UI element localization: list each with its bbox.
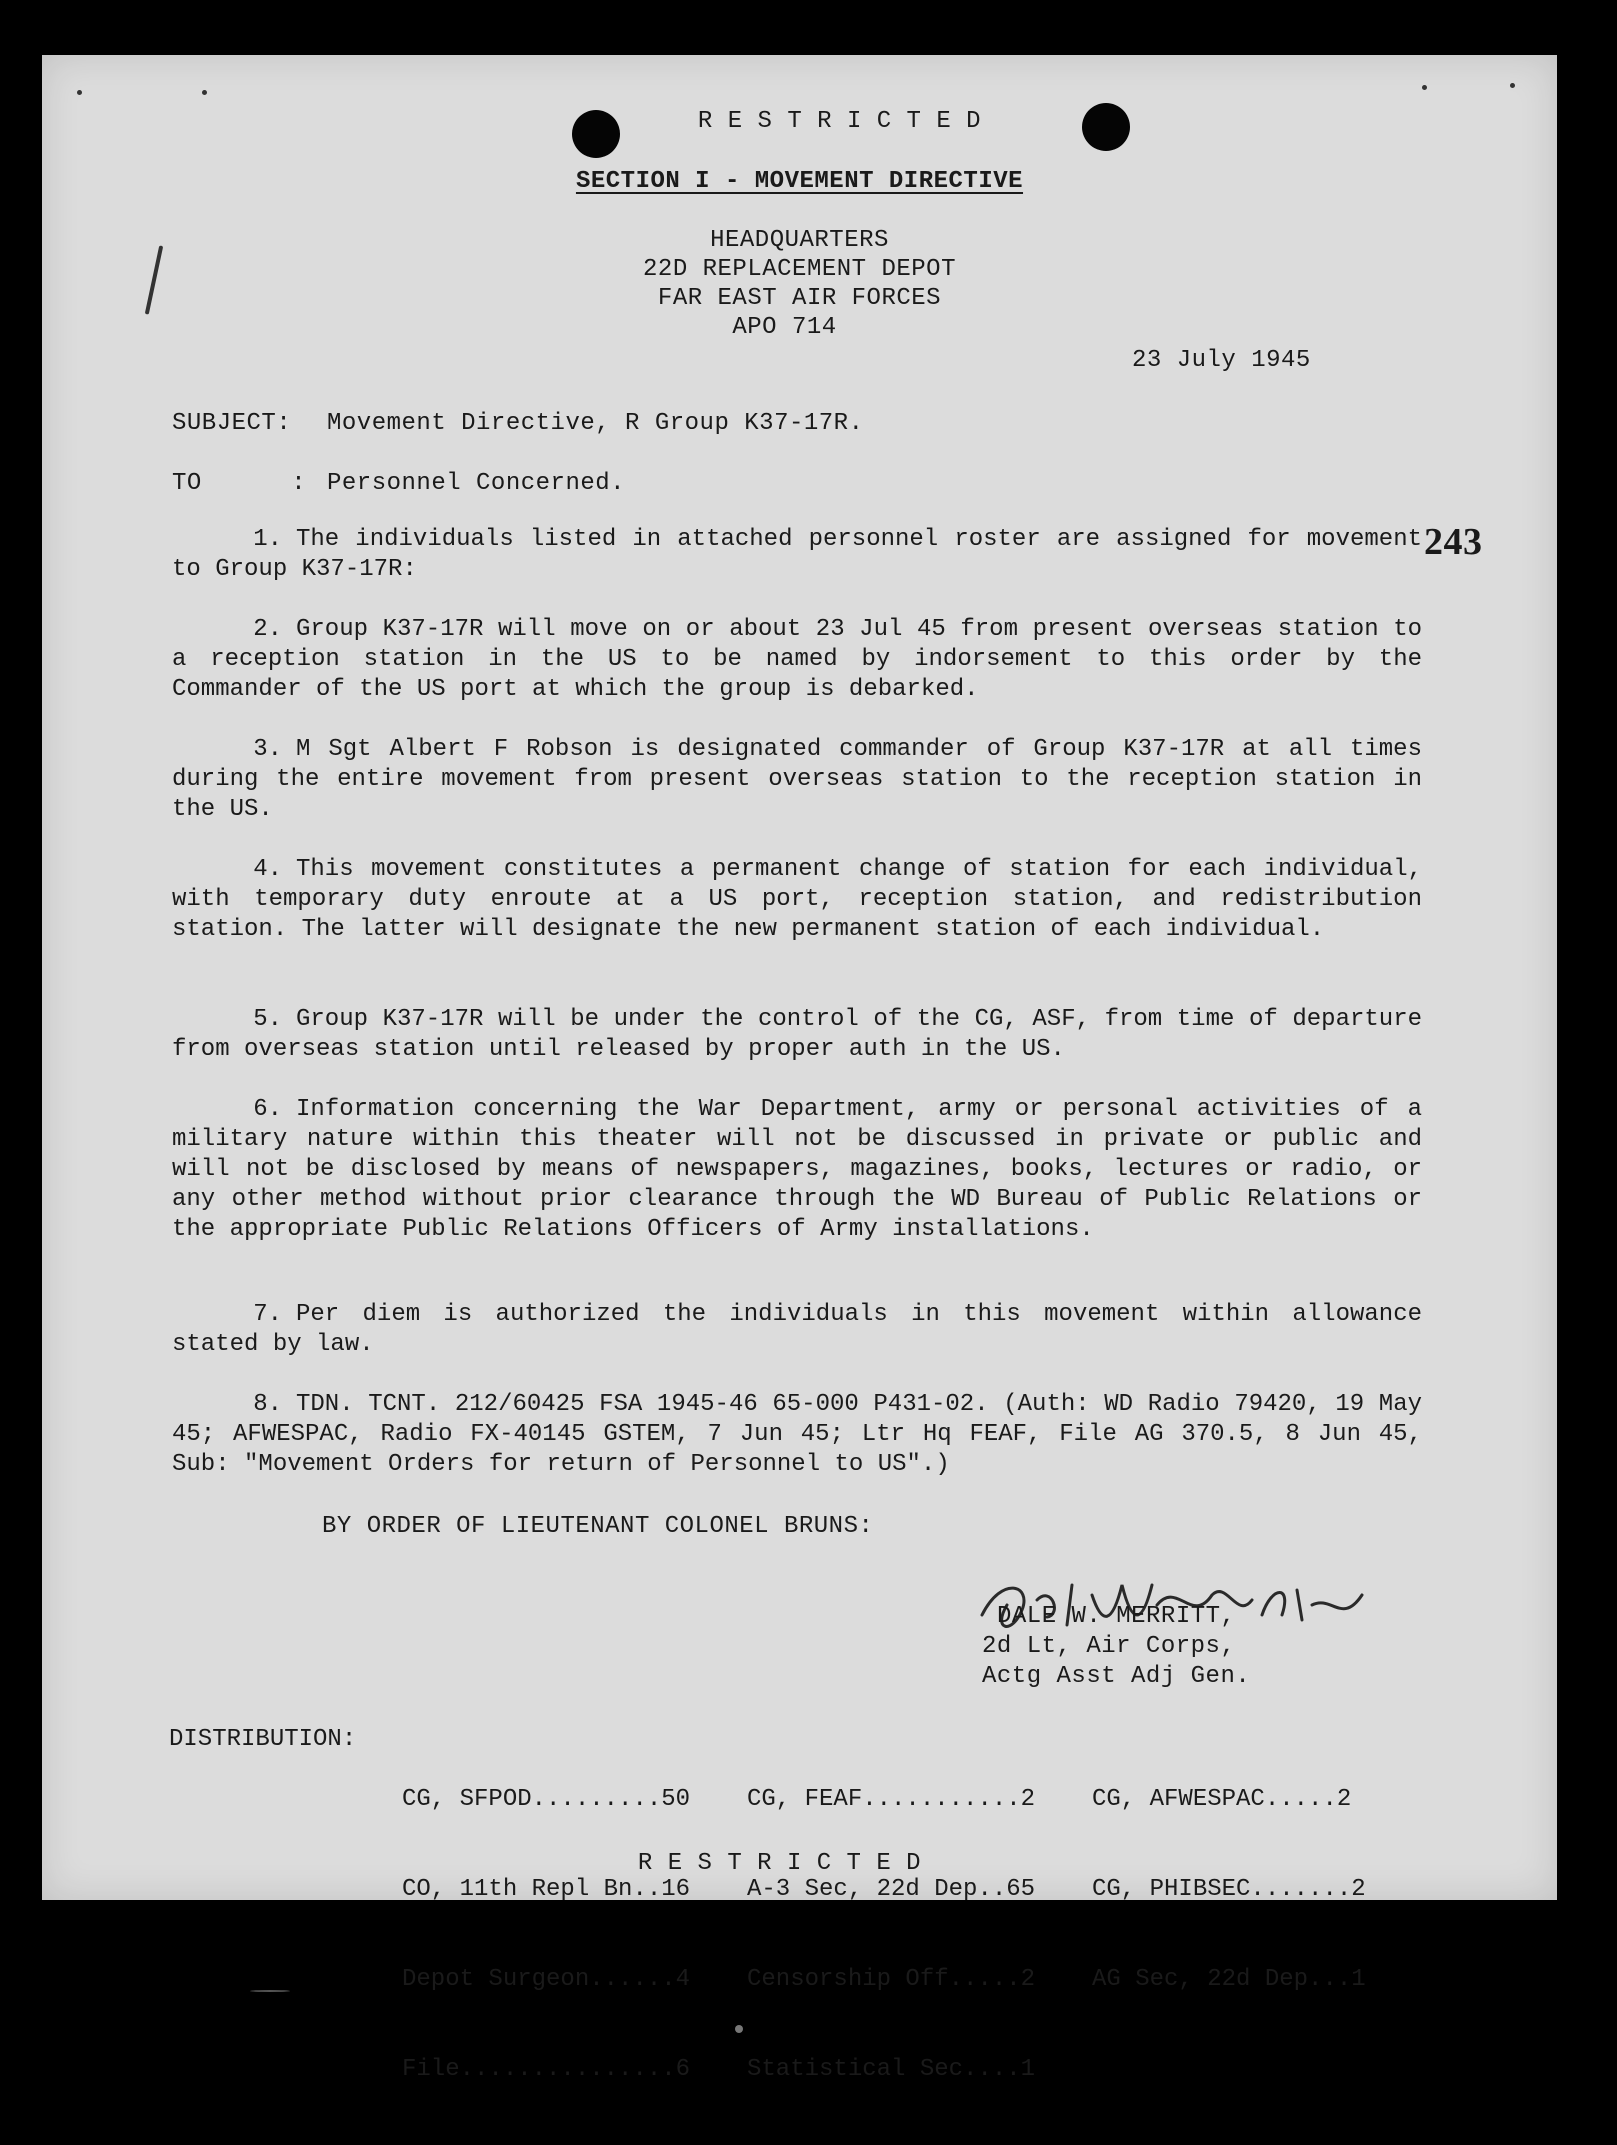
restricted-bottom: R E S T R I C T E D — [637, 1850, 922, 1877]
distribution-entry: A-3 Sec, 22d Dep..65 — [747, 1876, 1036, 1903]
signer-title: Actg Asst Adj Gen. — [982, 1663, 1251, 1690]
section-title: SECTION I - MOVEMENT DIRECTIVE — [575, 168, 1024, 195]
paragraph-1: 1. The individuals listed in attached personnel roster are assigned for movement to Group K37-17R: — [172, 526, 1422, 583]
paragraph-3: 3. M Sgt Albert F Robson is designated commander of Group K37-17R at all times during the entire movement from present overseas station to the reception station in the US. — [172, 736, 1422, 823]
paragraph-4: 4. This movement constitutes a permanent change of station for each individual, with temporary duty enroute at a US port, reception station, and redistribution station. The latter will designate the new permanent station of each individual. — [172, 856, 1422, 943]
to-text: Personnel Concerned. — [327, 470, 626, 497]
speck — [202, 90, 207, 95]
distribution-entry: CO, 11th Repl Bn..16 — [402, 1876, 691, 1903]
speck — [77, 90, 82, 95]
speck — [1422, 85, 1427, 90]
order-line: BY ORDER OF LIEUTENANT COLONEL BRUNS: — [322, 1513, 874, 1540]
paragraph-8: 8. TDN. TCNT. 212/60425 FSA 1945-46 65-000 P431-02. (Auth: WD Radio 79420, 19 May 45; AFWESPAC, Radio FX-40145 GSTEM, 7 Jun 45; Ltr Hq FEAF, File AG 370.5, 8 Jun 45, Sub: "Movement Orders for return of Personnel to US".) — [172, 1391, 1422, 1478]
distribution-column-1 — [402, 1725, 690, 2145]
subject-label: SUBJECT: — [172, 410, 292, 437]
paragraph-5: 5. Group K37-17R will be under the control of the CG, ASF, from time of departure from overseas station until released by proper auth in the US. — [172, 1006, 1422, 1063]
document-date: 23 July 1945 — [1132, 347, 1311, 374]
subject-text: Movement Directive, R Group K37-17R. — [327, 410, 864, 437]
distribution-column-3 — [1092, 1725, 1366, 2055]
distribution-entry: Depot Surgeon......4 — [402, 1966, 691, 1993]
org-line-1: HEADQUARTERS — [710, 227, 889, 254]
distribution-column-2 — [747, 1725, 1035, 2145]
org-line-2: 22D REPLACEMENT DEPOT — [643, 256, 956, 283]
paragraph-2: 2. Group K37-17R will move on or about 23 Jul 45 from present overseas station to a reception station in the US to be named by indorsement to this order by the Commander of the US port at which the group is debarked. — [172, 616, 1422, 703]
speck — [1510, 83, 1515, 88]
org-line-4: APO 714 — [732, 314, 837, 341]
distribution-entry: AG Sec, 22d Dep...1 — [1092, 1966, 1366, 1993]
distribution-entry: CG, PHIBSEC.......2 — [1092, 1876, 1366, 1903]
paragraph-7: 7. Per diem is authorized the individuals in this movement within allowance stated by law. — [172, 1301, 1422, 1358]
org-line-3: FAR EAST AIR FORCES — [657, 285, 942, 312]
paragraph-6: 6. Information concerning the War Department, army or personal activities of a military nature within this theater will not be discussed in private or public and will not be disclosed by means of newspapers, magazines, books, lectures or radio, or any other method without prior clearance through the WD Bureau of Public Relations or the appropriate Public Relations Officers of Army installations. — [172, 1096, 1422, 1243]
signer-rank: 2d Lt, Air Corps, — [982, 1633, 1236, 1660]
distribution-entry: CG, SFPOD.........50 — [402, 1786, 691, 1813]
distribution-entry: CG, AFWESPAC.....2 — [1092, 1786, 1352, 1813]
distribution-entry: Censorship Off.....2 — [747, 1966, 1036, 1993]
distribution-entry: Statistical Sec....1 — [747, 2056, 1036, 2083]
handwritten-signature — [962, 1555, 1382, 1645]
distribution-entry: CG, FEAF...........2 — [747, 1786, 1036, 1813]
distribution-entry: File...............6 — [402, 2056, 691, 2083]
to-label: TO : — [172, 470, 307, 497]
restricted-top: R E S T R I C T E D — [697, 108, 982, 135]
scan-artifact — [250, 1990, 290, 1992]
signer-name: DALE W. MERRITT, — [997, 1603, 1236, 1630]
document-page — [42, 55, 1557, 2083]
scan-artifact — [735, 2025, 743, 2033]
distribution-label: DISTRIBUTION: — [169, 1726, 357, 1753]
page-number: 243 — [1424, 521, 1483, 563]
